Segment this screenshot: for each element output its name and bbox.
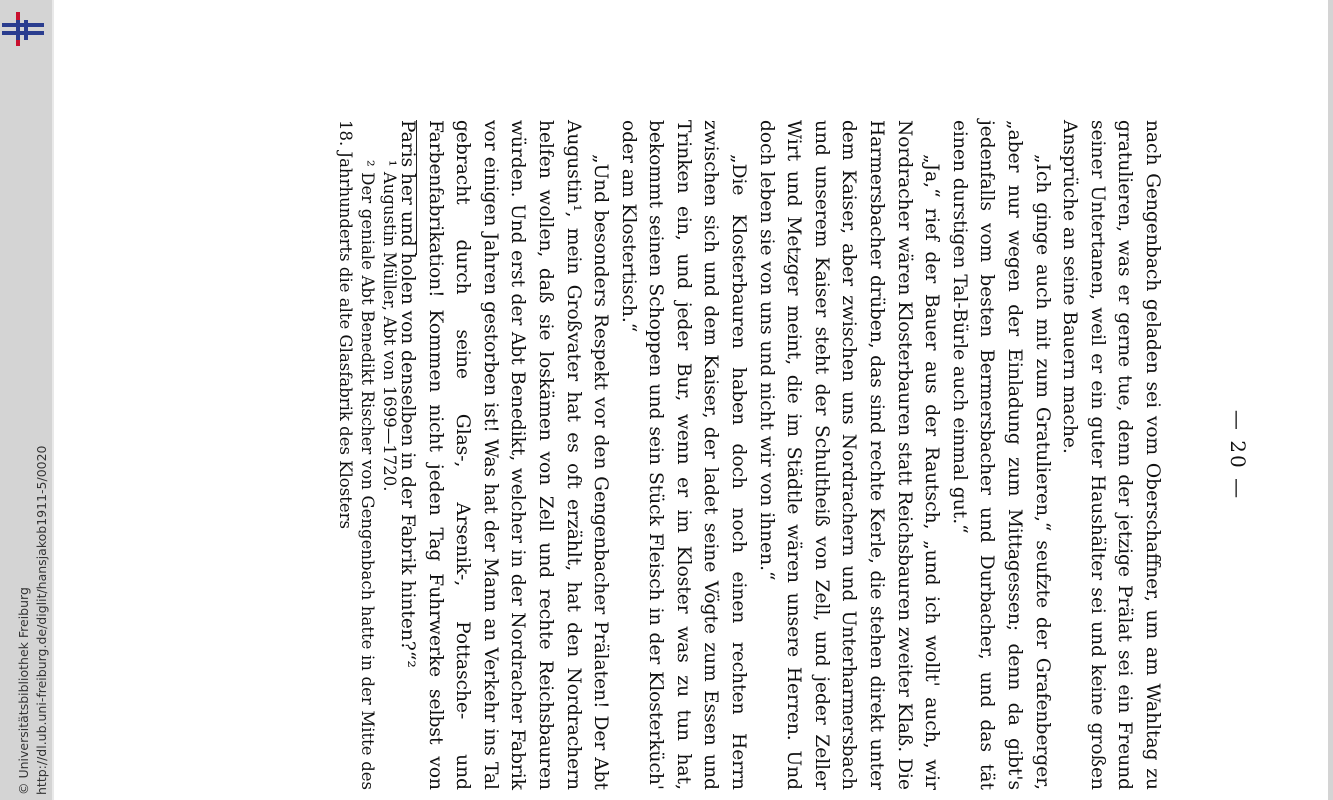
copyright-notice: © Universitätsbibliothek Freiburg: [16, 587, 31, 795]
viewer-sidebar: [0, 0, 52, 800]
footnote-2: ² Der geniale Abt Benedikt Rischer von Gengenbach hatte in der Mitte des 18. Jahrhunderts die alte Glasfabrik des Klosters: [336, 120, 377, 790]
paragraph-2: „Ich ginge auch mit zum Gratulieren,“ seufzte der Grafenberger, „aber nur wegen der Einladung zum Mittagessen; denn da gibt's jedenfalls vom besten Bermersbacher und Durbacher, und das tät einen durstigen Tal-Bürle auch einmal gut.“: [948, 120, 1053, 790]
footnote-1: ¹ Augustin Müller, Abt von 1699—1720.: [380, 160, 399, 492]
university-logo-icon: [2, 10, 44, 48]
page-right-border: [1328, 0, 1333, 800]
footnotes: [334, 120, 400, 790]
scan-margin: [52, 0, 54, 800]
paragraph-3: „Ja,“ rief der Bauer aus der Rautsch, „und ich wollt' auch, wir Nordracher wären Klosterbauren statt Reichsbauren zweiter Klaß. Die Harmersbacher drüben, das sind rechte Kerle, die stehen direkt unter dem Kaiser, aber zwischen uns Nordrachern und Unterharmersbach und unserem Kaiser steht der Schultheiß von Zell, und jeder Zeller Wirt und Metzger meint, die im Städtle wären unsere Herren. Und doch leben sie von uns und nicht wir von ihnen.“: [755, 120, 943, 790]
page-body: [393, 120, 1166, 790]
paragraph-4: „Die Klosterbauren haben doch noch einen rechten Herrn zwischen sich und dem Kaiser, der ladet seine Vögte zum Essen und Trinken ein, und jeder Bur, wenn er im Kloster was zu tun hat, bekommt seinen Schoppen und sein Stück Fleisch in der Klosterküch' oder am Klostertisch.“: [617, 120, 750, 790]
scanned-page: [190, 120, 1250, 790]
paragraph-1: nach Gengenbach geladen sei vom Oberschaffner, um am Wahltag zu gratulieren, was er gerne tue, denn der jetzige Prälat sei ein Freund seiner Untertanen, weil er ein guter Haushälter sei und keine großen Ansprüche an seine Bauern mache.: [1059, 120, 1163, 790]
footnote-divider: [416, 120, 417, 255]
page-number: — 20 —: [1226, 409, 1250, 501]
document-url[interactable]: http://dl.ub.uni-freiburg.de/diglit/hansjakob1911-5/0020: [34, 445, 49, 795]
paragraph-5: „Und besonders Respekt vor den Gengenbacher Prälaten! Der Abt Augustin¹, mein Großvater hat es oft erzählt, hat den Nordrachern helfen wollen, daß sie loskämen von Zell und rechte Reichsbauren würden. Und erst der Abt Benedikt, welcher in der Nordracher Fabrik vor einigen Jahren gestorben ist! Was hat der Mann an Verkehr ins Tal gebracht durch seine Glas-, Arsenik-, Pottasche- und Farbenfabrikation! Kommen nicht jeden Tag Fuhrwerke selbst von Paris her und holen von denselben in der Fabrik hinten?“²: [396, 120, 612, 790]
